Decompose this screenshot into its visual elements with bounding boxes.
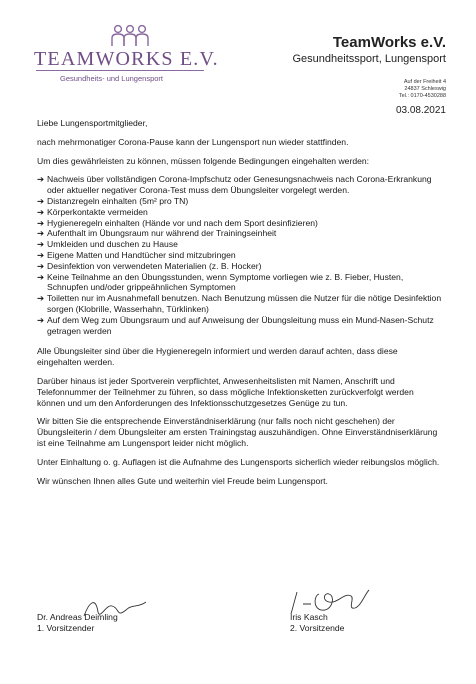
rule-text: Toiletten nur im Ausnahmefall benutzen. Nach Benutzung müssen die Nutzer für die nötige Desinfektion sorgen (Klobrille, Wasserhahn, Türklinken) xyxy=(47,293,442,314)
paragraph: Um dies gewährleisten zu können, müssen folgende Bedingungen eingehalten werden: xyxy=(37,155,370,166)
signatory-role: 1. Vorsitzender xyxy=(37,623,95,633)
rule-text: Keine Teilnahme an den Übungsstunden, wenn Symptome vorliegen wie z. B. Fieber, Husten, Schnupfen und/oder grippeähnlichen Symptomen xyxy=(47,271,404,293)
arrow-icon: ➔ xyxy=(37,217,45,228)
arrow-icon: ➔ xyxy=(37,228,45,239)
address-line: 24837 Schleswig xyxy=(404,86,446,92)
organization-name: TeamWorks e.V. xyxy=(332,34,446,51)
signature-block-left xyxy=(37,612,118,634)
rule-text: Auf dem Weg zum Übungsraum und auf Anweisung der Übungsleitung muss ein Mund-Nasen-Schutz getragen werden xyxy=(47,314,434,336)
rule-text: Desinfektion von verwendeten Materialien (z. B. Hocker) xyxy=(47,260,262,271)
rule-text: Nachweis über vollständigen Corona-Impfschutz oder Genesungsnachweis nach Corona-Erkrankung oder aktueller negativer Corona-Test muss dem Übungsleiter vorgelegt werden. xyxy=(47,174,432,196)
logo-tagline: Gesundheits- und Lungensport xyxy=(60,74,163,83)
letter-date: 03.08.2021 xyxy=(395,105,446,116)
paragraph: Wir bitten Sie die entsprechende Einverständniserklärung (nur falls noch nicht geschehen) der Übungsleiterin / dem Übungsleiter am ersten Trainingstag auszuhändigen. Ohne Einverständniserklärung ist eine Teilnahme am Lungensport leider nicht möglich. xyxy=(37,416,438,448)
letter-body xyxy=(37,118,442,494)
list-item xyxy=(37,261,442,272)
list-item xyxy=(37,315,442,337)
list-item xyxy=(37,272,442,294)
address-block xyxy=(399,79,446,100)
rule-text: Eigene Matten und Handtücher sind mitzubringen xyxy=(47,249,236,260)
arrow-icon: ➔ xyxy=(37,249,45,260)
list-item xyxy=(37,218,442,229)
salutation: Liebe Lungensportmitglieder, xyxy=(37,118,148,128)
arrow-icon: ➔ xyxy=(37,206,45,217)
letterhead xyxy=(293,34,447,65)
arrow-icon: ➔ xyxy=(37,293,45,304)
list-item xyxy=(37,196,442,207)
list-item xyxy=(37,239,442,250)
address-line: Tel.: 0170-4530288 xyxy=(398,93,446,99)
organization-subtitle: Gesundheitssport, Lungensport xyxy=(292,53,446,65)
rule-text: Aufenthalt im Übungsraum nur während der Trainingseinheit xyxy=(47,228,277,239)
address-line: Auf der Freiheit 4 xyxy=(403,79,446,85)
paragraph: Wir wünschen Ihnen alles Gute und weiterhin viel Freude beim Lungensport. xyxy=(37,475,328,486)
arrow-icon: ➔ xyxy=(37,195,45,206)
people-logo-icon xyxy=(110,24,150,48)
list-item xyxy=(37,174,442,196)
logo-divider xyxy=(36,70,204,71)
arrow-icon: ➔ xyxy=(37,174,45,185)
list-item xyxy=(37,293,442,315)
rule-text: Distanzregeln einhalten (5m² pro TN) xyxy=(47,195,189,206)
signature-block-right xyxy=(290,612,344,634)
list-item xyxy=(37,228,442,239)
rule-text: Umkleiden und duschen zu Hause xyxy=(47,239,178,250)
signatory-name: Iris Kasch xyxy=(290,612,328,622)
list-item xyxy=(37,250,442,261)
paragraph: Alle Übungsleiter sind über die Hygieneregeln informiert und werden darauf achten, dass diese eingehalten werden. xyxy=(37,346,398,368)
paragraph: nach mehrmonatiger Corona-Pause kann der Lungensport nun wieder stattfinden. xyxy=(37,136,349,147)
signatory-role: 2. Vorsitzende xyxy=(290,623,345,633)
rules-list xyxy=(37,174,442,336)
arrow-icon: ➔ xyxy=(37,314,45,325)
paragraph: Darüber hinaus ist jeder Sportverein verpflichtet, Anwesenheitslisten mit Namen, Anschrift und Telefonnummer der Teilnehmer zu führen, so dass mögliche Infektionsketten zurückverfolgt werden können und um den Anforderungen des Infektionsschutzgesetzes Genüge zu tun. xyxy=(37,375,414,408)
signatory-name: Dr. Andreas Deimling xyxy=(37,612,118,622)
logo-wordmark: TEAMWORKS E.V. xyxy=(34,48,219,70)
paragraph: Unter Einhaltung o. g. Auflagen ist die Aufnahme des Lungensports sicherlich wieder reibungslos möglich. xyxy=(37,456,440,467)
list-item xyxy=(37,207,442,218)
arrow-icon: ➔ xyxy=(37,239,45,250)
arrow-icon: ➔ xyxy=(37,260,45,271)
logo xyxy=(34,24,219,86)
arrow-icon: ➔ xyxy=(37,271,45,282)
rule-text: Körperkontakte vermeiden xyxy=(47,206,148,217)
rule-text: Hygieneregeln einhalten (Hände vor und nach dem Sport desinfizieren) xyxy=(47,217,318,228)
